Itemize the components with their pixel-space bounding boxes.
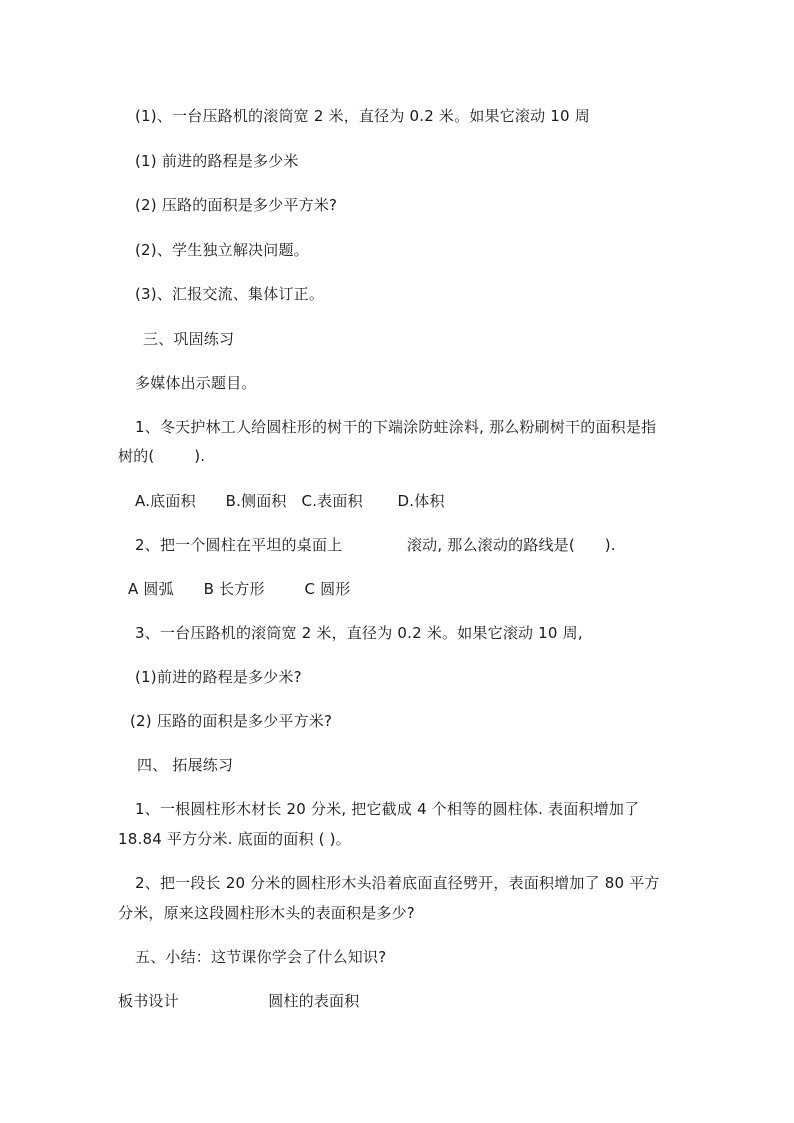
text-line-7: 多媒体出示题目。 <box>135 374 257 392</box>
section-heading-3: 三、巩固练习 <box>143 330 235 348</box>
text-line-13: 3、一台压路机的滚筒宽 2 米，直径为 0.2 米。如果它滚动 10 周, <box>135 624 583 642</box>
text-line-5: (3)、汇报交流、集体订正。 <box>135 285 325 303</box>
text-line-8: 1、冬天护林工人给圆柱形的树干的下端涂防蛀涂料, 那么粉刷树干的面积是指 <box>135 418 657 436</box>
text-line-12: A 圆弧 B 长方形 C 圆形 <box>128 580 351 598</box>
text-line-10: A.底面积 B.侧面积 C.表面积 D.体积 <box>135 492 445 510</box>
section-heading-5: 五、小结：这节课你学会了什么知识? <box>135 948 387 966</box>
text-line-11: 2、把一个圆柱在平坦的桌面上 滚动, 那么滚动的路线是( ). <box>135 536 616 554</box>
text-line-1: (1)、一台压路机的滚筒宽 2 米，直径为 0.2 米。如果它滚动 10 周 <box>135 107 590 125</box>
text-line-2: (1) 前进的路程是多少米 <box>135 152 299 170</box>
text-line-18: 18.84 平方分米. 底面的面积 ( )。 <box>118 830 351 848</box>
section-heading-4: 四、 拓展练习 <box>137 756 234 774</box>
text-line-15: (2) 压路的面积是多少平方米? <box>130 712 333 730</box>
text-line-17: 1、一根圆柱形木材长 20 分米, 把它截成 4 个相等的圆柱体. 表面积增加了 <box>135 800 640 818</box>
text-line-14: (1)前进的路程是多少米? <box>135 668 302 686</box>
text-line-3: (2) 压路的面积是多少平方米? <box>135 196 338 214</box>
text-line-19: 2、把一段长 20 分米的圆柱形木头沿着底面直径劈开，表面积增加了 80 平方 <box>135 874 660 892</box>
text-line-20: 分米，原来这段圆柱形木头的表面积是多少? <box>118 904 415 922</box>
board-design-line: 板书设计 圆柱的表面积 <box>118 992 360 1010</box>
text-line-4: (2)、学生独立解决问题。 <box>135 241 309 259</box>
text-line-9: 树的( ). <box>118 447 206 465</box>
